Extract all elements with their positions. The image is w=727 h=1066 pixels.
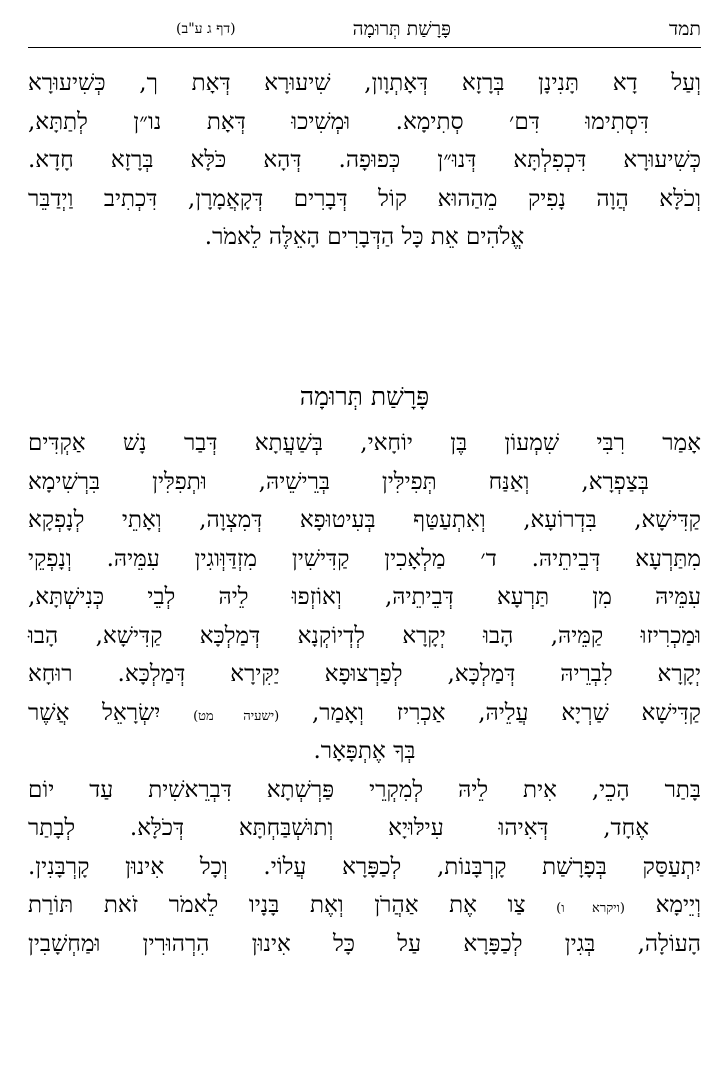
text-line: כְּשִׁיעוּרָא דִּכְפִלְתָּא דְּנוּ״ן כְּפוּפָה. דְּהָא כֹּלָּא בְּרָזָא חָדָא.	[28, 147, 701, 173]
text-line: יְקָרָא לִבְרֵיהּ דְּמַלְכָּא, לְפַרְצוּפָא יַקִּירָא דְּמַלְכָּא. רוּחָא	[28, 661, 701, 687]
section-title: פָּרָשַׁת תְּרוּמָה	[299, 382, 430, 411]
scripture-reference: (ישעיה מט)	[193, 708, 280, 724]
page-number: תמד	[669, 18, 701, 40]
upper-paragraph	[28, 64, 701, 257]
running-header	[28, 18, 701, 44]
main-paragraph	[28, 424, 701, 963]
text-line: הָעוֹלָה, בְּגִין לְכַפָּרָא עַל כָּל אִינוּן הִרְהוּרִין וּמַחְשָׁבִין	[28, 930, 701, 957]
text-line: קַדִּישָׁא שַׁרְיָא עֲלֵיהּ, אַכְרִיז וְאָמַר, (ישעיה מט) יִשְׂרָאֵל אֲשֶׁר	[28, 699, 701, 726]
text-line: אֶחָד, דְּאִיהוּ עִילּוּיָא וְתוּשְׁבַּחְתָּא דְּכֹלָּא. לְבָתַר	[28, 815, 649, 841]
scripture-reference: (ויקרא ו)	[556, 901, 625, 916]
header-rule	[28, 47, 701, 48]
text-line: בְּךָ אֶתְפָּאָר.	[313, 738, 416, 764]
daf-reference: (דף ג ע"ב)	[176, 21, 236, 37]
text-line: יִתְעַסַּק בְּפָרָשַׁת קָרְבָּנוֹת, לְכַפָּרָא עֲלוֹי. וְכָל אִינוּן קָרְבָּנִין.	[28, 853, 701, 880]
text-line: קַדִּישָׁא, בִּדְרוֹעָא, וְאִתְעַטַּף בְּעִיטוּפָא דְּמִצְוָה, וְאָתֵי לְנָפְקָא	[28, 507, 701, 533]
text-line: וְיֵימָא (ויקרא ו) צַו אֶת אַהֲרֹן וְאֶת בָּנָיו לֵאמֹר זֹאת תּוֹרַת	[28, 892, 701, 918]
document-page	[28, 0, 701, 1066]
text-line: מִתַּרְעָא דְּבֵיתֵיהּ. ד׳ מַלְאָכִין קַדִּישִׁין מִזְדַּוְּוגִין עִמֵּיהּ. וְנָפְקֵי	[28, 545, 701, 572]
text-line: בְּצַפְרָא, וְאַנַּח תְּפִילִּין בְּרֵישֵׁיהּ, וּתְפִלִּין בִּרְשִׁימָא	[28, 468, 649, 495]
text-line: וְכֹלָּא הֲוָה נָפִיק מֵהַהוּא קוֹל דְּבָרִים דְּקָאֲמָרָן, דִּכְתִיב וַיְדַבֵּר	[28, 185, 701, 212]
text-line: בָּתַר הָכֵי, אִית לֵיהּ לְמִקְרֵי פַּרְשְׁתָא דִּבְרֵאשִׁית עַד יוֹם	[28, 776, 701, 803]
text-line: אָמַר רִבִּי שִׁמְעוֹן בֶּן יוֹחָאי, בְּשַׁעֲתָא דְּבַר נָשׁ אַקְדִּים	[28, 430, 701, 456]
text-line: וּמַכְרִיזוּ קַמֵּיהּ, הָבוּ יְקָרָא לְדְיוֹקְנָא דְּמַלְכָּא קַדִּישָׁא, הָבוּ	[28, 622, 701, 649]
text-line: דִּסְתִימוּ דִּם׳ סְתִימָא. וּמְשִׁיכוּ דְּאָת נו״ן לְתַתָּא,	[28, 108, 649, 135]
parasha-header: פָּרָשַׁת תְּרוּמָה	[352, 18, 451, 40]
text-line: וְעַל דָא תָּנִינָן בְּרָזָא דְּאָתְוָון, שִׁיעוּרָא דְּאָת ך, כְּשִׁיעוּרָא	[28, 70, 701, 96]
text-line: עִמֵּיהּ מִן תַּרְעָא דְּבֵיתֵיהּ, וְאוֹזְפוּ לֵיהּ לְבֵי כְּנִישְׁתָּא,	[28, 584, 701, 610]
text-line: אֱלֹהִים אֵת כָּל הַדְּבָרִים הָאֵלֶּה לֵאמֹר.	[204, 224, 525, 250]
